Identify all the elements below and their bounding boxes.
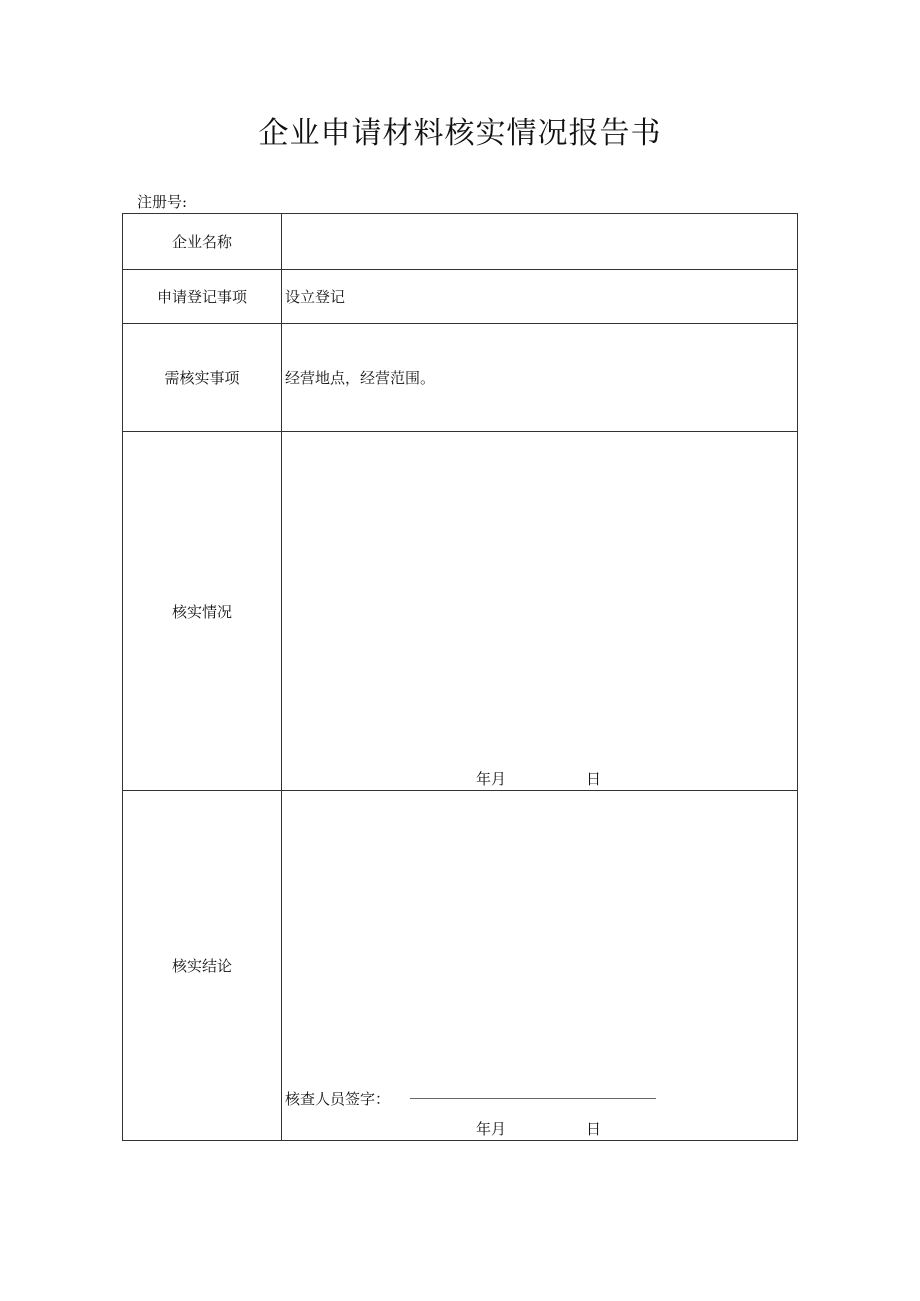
- day-text: 日: [586, 1120, 602, 1138]
- table-row-verify-items: [123, 324, 798, 432]
- verify-conclusion-date: [476, 1120, 601, 1138]
- apply-item-value: 设立登记: [282, 270, 798, 324]
- table-row-verify-status: [123, 432, 798, 791]
- verify-status-date: [476, 770, 601, 788]
- verify-items-label: 需核实事项: [123, 324, 282, 432]
- apply-item-label: 申请登记事项: [123, 270, 282, 324]
- verify-status-field[interactable]: [282, 432, 798, 791]
- day-text: 日: [586, 770, 602, 788]
- year-month-text: 年月: [476, 770, 507, 788]
- verify-conclusion-field[interactable]: [282, 791, 798, 1141]
- table-row-company-name: [123, 214, 798, 270]
- company-name-field[interactable]: [282, 214, 798, 270]
- signature-label: 核查人员签字：: [285, 1090, 391, 1108]
- verify-status-label: 核实情况: [123, 432, 282, 791]
- signature-line[interactable]: [410, 1098, 656, 1099]
- verification-form-table: [122, 213, 798, 1141]
- table-row-verify-conclusion: [123, 791, 798, 1141]
- year-month-text: 年月: [476, 1120, 507, 1138]
- registration-number-label: 注册号:: [137, 193, 188, 211]
- verify-conclusion-label: 核实结论: [123, 791, 282, 1141]
- page-title: 企业申请材料核实情况报告书: [258, 116, 662, 151]
- table-row-apply-item: [123, 270, 798, 324]
- verify-items-value: 经营地点，经营范围。: [282, 324, 798, 432]
- company-name-label: 企业名称: [123, 214, 282, 270]
